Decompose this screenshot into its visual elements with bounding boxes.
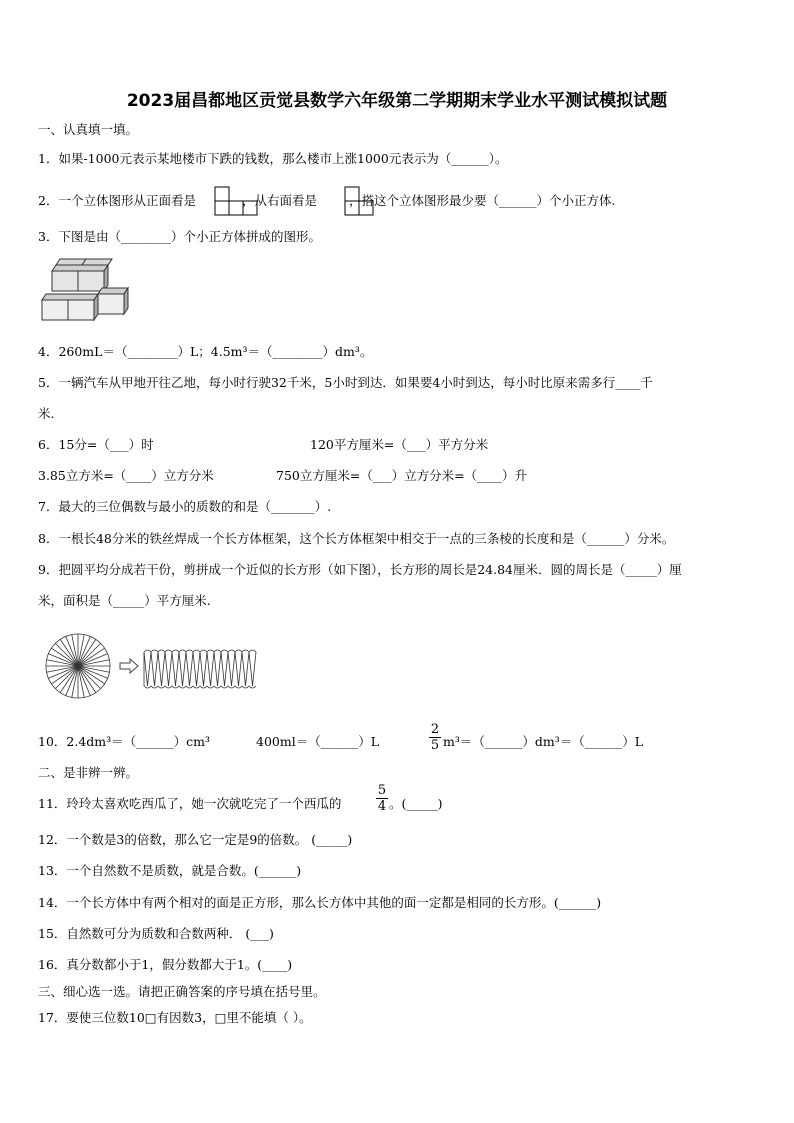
question-12: 12．一个数是3的倍数，那么它一定是9的倍数。 (_____): [38, 832, 353, 847]
question-3: 3．下图是由（________）个小正方体拼成的图形。: [38, 229, 321, 244]
page-title: 2023届昌都地区贡觉县数学六年级第二学期期末学业水平测试模拟试题: [126, 91, 668, 111]
question-1: 1．如果-1000元表示某地楼市下跌的钱数，那么楼市上涨1000元表示为（______）。: [38, 151, 508, 166]
question-10-part-b: 400ml＝（______）L: [256, 734, 380, 749]
question-10-part-c: m³＝（______）dm³＝（______）L: [443, 734, 644, 749]
question-2: [38, 192, 615, 210]
arrow-icon: [120, 659, 138, 673]
question-10-fraction: [429, 722, 441, 753]
section-heading-2: 二、是非辨一辨。: [38, 765, 139, 780]
question-6-part-c: 3.85立方米=（____）立方分米: [38, 468, 214, 483]
question-9-line-2: 米，面积是（_____）平方厘米.: [38, 593, 211, 608]
cubes-figure: [42, 258, 134, 324]
question-5-line-2: 米.: [38, 406, 55, 421]
question-14: 14．一个长方体中有两个相对的面是正方形，那么长方体中其他的面一定都是相同的长方形。(______): [38, 895, 602, 910]
question-6-part-b: 120平方厘米=（___）平方分米: [310, 437, 489, 452]
question-5-line-1: 5．一辆汽车从甲地开往乙地，每小时行驶32千米，5小时到达．如果要4小时到达，每小时比原来需多行____千: [38, 375, 653, 390]
question-6-part-a: 6．15分=（___）时: [38, 437, 154, 452]
question-10-fraction-denominator: 5: [430, 738, 440, 753]
question-7: 7．最大的三位偶数与最小的质数的和是（_______）.: [38, 499, 332, 514]
question-2-part-a: 2．一个立体图形从正面看是: [38, 193, 196, 208]
question-2-part-c: ，搭这个立体图形最少要（______）个小正方体.: [348, 193, 616, 208]
divided-circle: [46, 634, 110, 698]
question-6-part-d: 750立方厘米=（___）立方分米=（____）升: [276, 468, 528, 483]
question-13: 13．一个自然数不是质数，就是合数。(______): [38, 863, 302, 878]
question-11-fraction-denominator: 4: [377, 799, 387, 814]
question-10-fraction-numerator: 2: [430, 722, 440, 737]
section-heading-3: 三、细心选一选。请把正确答案的序号填在括号里。: [38, 984, 326, 999]
question-16: 16．真分数都小于1，假分数都大于1。(____): [38, 957, 293, 972]
question-11-part-b: 。(_____): [389, 796, 443, 811]
question-17: 17．要使三位数10□有因数3，□里不能填（ ）。: [38, 1010, 312, 1025]
question-11-fraction-numerator: 5: [377, 783, 387, 798]
question-4: 4．260mL＝（________）L；4.5m³＝（________）dm³。: [38, 344, 373, 359]
section-heading-1: 一、认真填一填。: [38, 122, 139, 137]
question-10-part-a: 10．2.4dm³＝（______）cm³: [38, 734, 211, 749]
question-2-part-b: ，从右面看是: [241, 193, 317, 208]
question-8: 8．一根长48分米的铁丝焊成一个长方体框架，这个长方体框架中相交于一点的三条棱的长度和是（______）分米。: [38, 531, 675, 546]
question-11-part-a: 11．玲玲太喜欢吃西瓜了，她一次就吃完了一个西瓜的: [38, 796, 342, 811]
question-15: 15．自然数可分为质数和合数两种． (___): [38, 926, 274, 941]
right-view-figure: [344, 186, 378, 216]
question-11-fraction: [376, 783, 388, 814]
approx-rectangle: [144, 650, 256, 688]
circle-to-rectangle-figure: [44, 632, 264, 702]
question-9-line-1: 9．把圆平均分成若干份，剪拼成一个近似的长方形（如下图），长方形的周长是24.84厘米．圆的周长是（_____）厘: [38, 562, 682, 577]
front-view-figure: [214, 186, 262, 216]
